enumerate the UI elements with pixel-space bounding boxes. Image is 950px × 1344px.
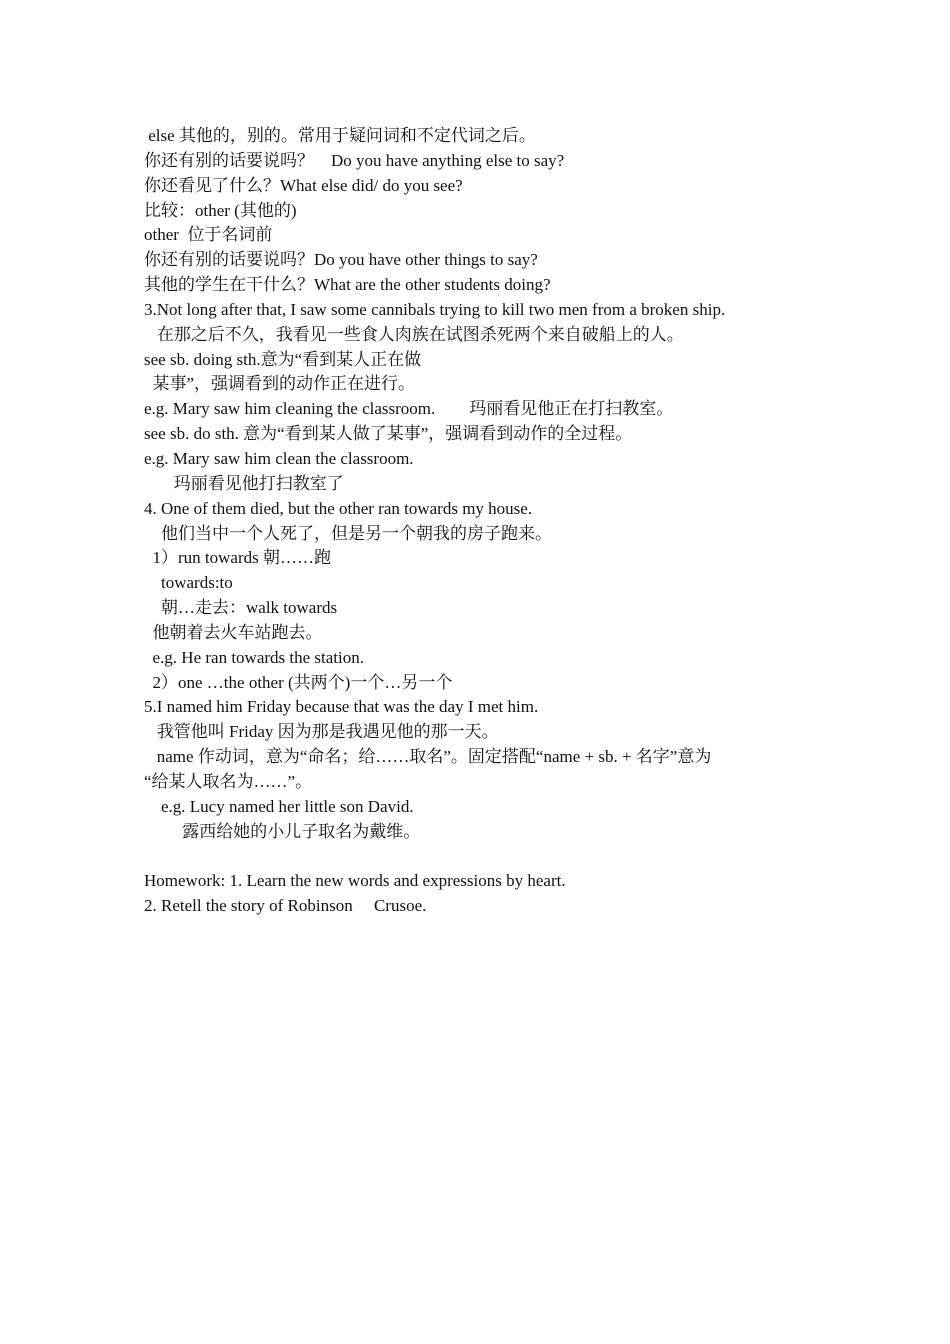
- text-line-example-other-things: 你还有别的话要说吗？Do you have other things to say?: [144, 250, 538, 270]
- text-line-see-doing: see sb. doing sth.意为“看到某人正在做: [144, 349, 422, 369]
- text-line-compare-other: 比较：other (其他的): [144, 200, 297, 220]
- text-line-see-do: see sb. do sth. 意为“看到某人做了某事”，强调看到动作的全过程。: [144, 424, 633, 444]
- text-line-sentence-4-translation: 他们当中一个人死了，但是另一个朝我的房子跑来。: [144, 523, 552, 543]
- text-line-example-lucy-translation: 露西给她的小儿子取名为戴维。: [144, 821, 421, 841]
- text-line-example-clean-translation: 玛丽看见他打扫教室了: [144, 473, 344, 493]
- blank-line: [144, 844, 824, 869]
- text-line-example-what-else: 你还看见了什么？What else did/ do you see?: [144, 175, 463, 195]
- text-line-name-verb: name 作动词，意为“命名；给……取名”。固定搭配“name + sb. + 名字”意为: [144, 747, 712, 767]
- text-line-homework-2: 2. Retell the story of Robinson Crusoe.: [144, 896, 427, 916]
- text-line-else-definition: else 其他的，别的。常用于疑问词和不定代词之后。: [144, 126, 536, 145]
- text-line-station-chinese: 他朝着去火车站跑去。: [144, 622, 323, 642]
- text-line-one-the-other: 2）one …the other (共两个)一个…另一个: [144, 672, 453, 692]
- text-line-example-clean: e.g. Mary saw him clean the classroom.: [144, 448, 414, 468]
- text-line-name-verb-cont: “给某人取名为……”。: [144, 771, 313, 791]
- text-line-example-cleaning: e.g. Mary saw him cleaning the classroom. 玛丽看见他正在打扫教室。: [144, 399, 674, 419]
- text-line-homework-1: Homework: 1. Learn the new words and expressions by heart.: [144, 871, 566, 891]
- text-line-see-doing-cont: 某事”，强调看到的动作正在进行。: [144, 374, 416, 394]
- text-line-sentence-5-translation: 我管他叫 Friday 因为那是我遇见他的那一天。: [144, 722, 499, 742]
- text-line-example-lucy: e.g. Lucy named her little son David.: [144, 796, 414, 816]
- text-line-other-position: other 位于名词前: [144, 225, 273, 245]
- text-line-example-station: e.g. He ran towards the station.: [144, 647, 364, 667]
- text-line-run-towards: 1）run towards 朝……跑: [144, 548, 331, 568]
- text-line-walk-towards: 朝…走去：walk towards: [144, 598, 338, 618]
- text-line-sentence-4: 4. One of them died, but the other ran towards my house.: [144, 498, 533, 518]
- text-line-example-other-students: 其他的学生在干什么？What are the other students doing?: [144, 275, 551, 295]
- text-line-sentence-3-translation: 在那之后不久，我看见一些食人肉族在试图杀死两个来自破船上的人。: [144, 324, 684, 344]
- text-line-towards-to: towards:to: [144, 573, 233, 593]
- document-body: [144, 124, 824, 919]
- text-line-example-anything-else: 你还有别的话要说吗？ Do you have anything else to say?: [144, 150, 565, 170]
- text-line-sentence-5: 5.I named him Friday because that was the day I met him.: [144, 697, 539, 717]
- text-line-sentence-3: 3.Not long after that, I saw some cannibals trying to kill two men from a broken ship.: [144, 299, 726, 319]
